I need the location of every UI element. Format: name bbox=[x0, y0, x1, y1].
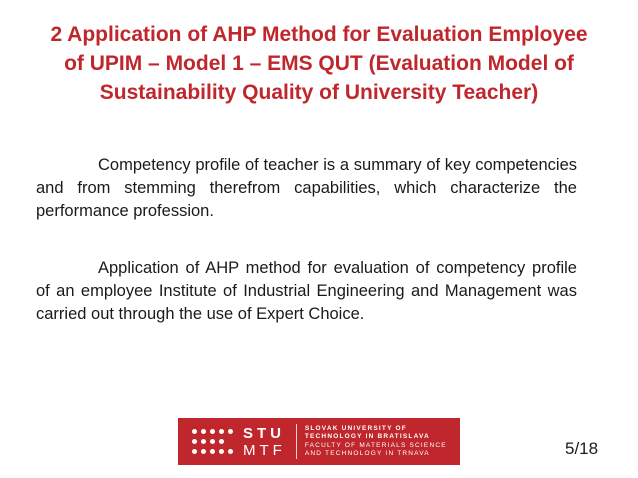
paragraph-competency-profile bbox=[36, 154, 577, 223]
title-line-2: of UPIM – Model 1 – EMS QUT (Evaluation Model of bbox=[64, 52, 574, 75]
logo-text-line-3: FACULTY OF MATERIALS SCIENCE bbox=[304, 441, 447, 449]
paragraph-1-text: Competency profile of teacher is a summary of key competencies and from stemming therefrom capabilities, which characterize the performance profession. bbox=[36, 156, 577, 220]
slide-title bbox=[20, 20, 618, 107]
logo-divider bbox=[296, 424, 297, 459]
paragraph-2-text: Application of AHP method for evaluation of competency profile of an employee Institute of Industrial Engineering and Management was carried out through the use of Expert Choice. bbox=[36, 259, 577, 323]
paragraph-ahp-application bbox=[36, 257, 577, 326]
logo-mark-mtf: MTF bbox=[243, 441, 286, 459]
logo-text-line-4: AND TECHNOLOGY IN TRNAVA bbox=[304, 450, 430, 457]
title-line-3: Sustainability Quality of University Teacher) bbox=[99, 81, 539, 104]
title-line-1: 2 Application of AHP Method for Evaluation Employee bbox=[50, 23, 588, 46]
logo-dot-grid-icon bbox=[192, 429, 233, 454]
logo-text-line-1: SLOVAK UNIVERSITY OF bbox=[304, 424, 407, 432]
logo-text bbox=[305, 425, 447, 459]
logo-mark-stu: STU bbox=[243, 424, 285, 442]
university-logo bbox=[178, 418, 460, 465]
page-number: 5/18 bbox=[565, 439, 599, 458]
logo-mark bbox=[243, 426, 286, 458]
logo-text-line-2: TECHNOLOGY IN BRATISLAVA bbox=[304, 433, 430, 440]
